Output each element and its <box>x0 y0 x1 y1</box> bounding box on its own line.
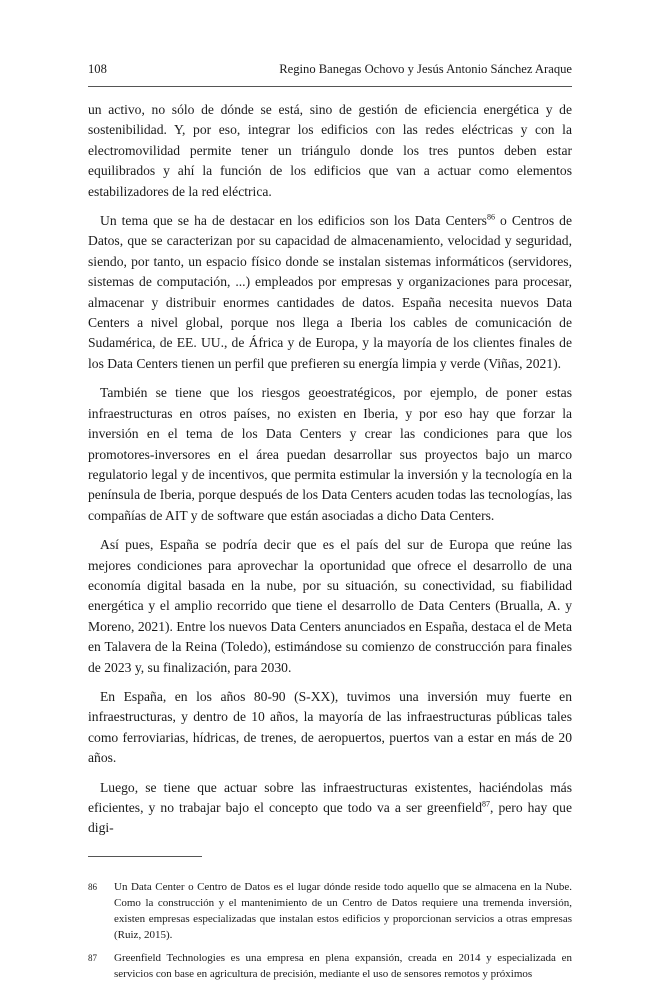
paragraph-6-text-b: , pero hay que digi- <box>88 800 572 836</box>
footnotes <box>88 879 572 982</box>
document-page <box>88 62 572 988</box>
body-text <box>88 100 572 839</box>
paragraph-6 <box>88 778 572 839</box>
running-header <box>88 62 572 87</box>
page-number: 108 <box>88 62 107 76</box>
footnote-number: 87 <box>88 952 97 963</box>
paragraph-6-text-a: Luego, se tiene que actuar sobre las infraestructuras existentes, haciéndolas más eficientes, y no trabajar bajo el concepto que todo va a ser greenfield <box>88 779 572 815</box>
header-authors: Regino Banegas Ochovo y Jesús Antonio Sánchez Araque <box>279 62 572 76</box>
paragraph-2 <box>88 211 572 374</box>
paragraph-5: En España, en los años 80-90 (S-XX), tuvimos una inversión muy fuerte en infraestructuras, y dentro de 10 años, la mayoría de las infraestructuras públicas tales como ferroviarias, hídricas, de trenes, de aeropuertos, puertos van a estar en más de 20 años. <box>88 688 572 766</box>
paragraph-1: un activo, no sólo de dónde se está, sino de gestión de eficiencia energética y de sostenibilidad. Y, por eso, integrar los edificios con las redes eléctricas y con la electromovilidad permite tener un triángulo donde los tres puntos deben estar equilibrados y ahí la función de los edificios que van a actuar como elementos estabilizadores de la red eléctrica. <box>88 102 572 199</box>
footnote-text: Greenfield Technologies es una empresa en plena expansión, creada en 2014 y especializada en servicios con base en agricultura de precisión, mediante el uso de sensores remotos y próximos <box>114 951 572 980</box>
footnote-divider <box>88 856 202 857</box>
paragraph-3: También se tiene que los riesgos geoestratégicos, por ejemplo, de poner estas infraestructuras en otros países, no existen en Iberia, y por eso hay que forzar la inversión en el tema de los Data Centers y crear las condiciones para que los promotores-inversores en el área puedan desarrollar sus proyectos bajo un marco regulatorio legal y de incentivos, que permita estimular la inversión y la tecnología en la península de Iberia, porque después de los Data Centers acuden todas las tecnologías, las compañías de AIT y de software que están asociadas a dicho Data Centers. <box>88 385 572 523</box>
paragraph-2-text-a: Un tema que se ha de destacar en los edificios son los Data Centers <box>100 213 487 229</box>
footnote-number: 86 <box>88 881 97 892</box>
footnote-87 <box>88 950 572 982</box>
paragraph-2-text-b: o Centros de Datos, que se caracterizan por su capacidad de almacenamiento, velocidad y seguridad, siendo, por tanto, un espacio físico donde se instalan sistemas informáticos (servidores, sistemas de computación, ...) empleados por empresas y organizaciones para procesar, almacenar y distribuir enormes cantidades de datos. España necesita nuevos Data Centers a nivel global, porque nos llega a Iberia los cables de comunicación de Sudamérica, de EE. UU., de África y de Europa, y la mayoría de los clientes finales de los Data Centers tienen un perfil que prefieren su energía limpia y verde (Viñas, 2021). <box>88 213 572 371</box>
footnote-ref-86[interactable]: 86 <box>486 212 495 222</box>
paragraph-4: Así pues, España se podría decir que es el país del sur de Europa que reúne las mejores condiciones para aprovechar la oportunidad que ofrece el desarrollo de una economía digital basada en la nube, por su situación, su conectividad, su fiabilidad energética y el amplio recorrido que tiene el desarrollo de Data Centers (Brualla, A. y Moreno, 2021). Entre los nuevos Data Centers anunciados en España, destaca el de Meta en Talavera de la Reina (Toledo), estimándose su comienzo de construcción para finales de 2023 y, su finalización, para 2030. <box>88 537 572 675</box>
footnote-text: Un Data Center o Centro de Datos es el lugar dónde reside todo aquello que se almacena en la Nube. Como la construcción y el mantenimiento de un Centro de Datos requiere una tremenda inversión, existen empresas especializadas que instalan estos edificios y proporcionan servicios a otras empresas (Ruiz, 2015). <box>114 880 572 942</box>
footnote-ref-87[interactable]: 87 <box>482 799 490 809</box>
footnote-86 <box>88 879 572 944</box>
